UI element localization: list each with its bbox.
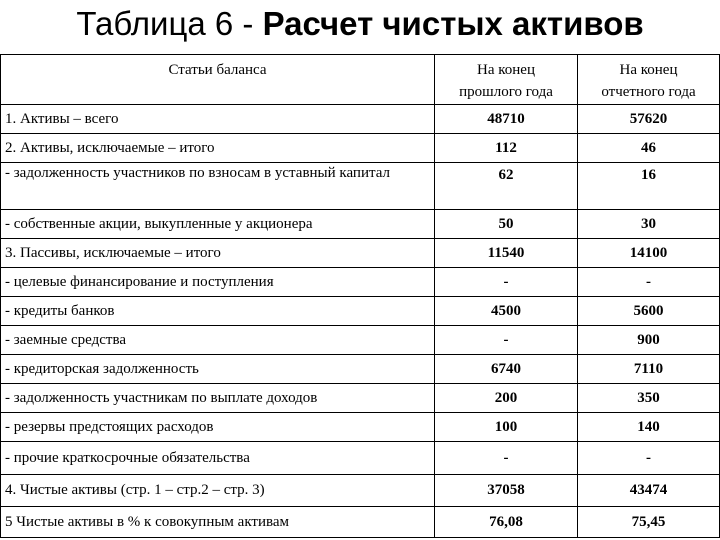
- table-row: [1, 442, 720, 475]
- row-curr-value: 75,45: [578, 507, 720, 538]
- table-row: [1, 134, 720, 163]
- row-prev-value: 200: [435, 384, 578, 413]
- row-curr-value: 14100: [578, 239, 720, 268]
- table-row: [1, 413, 720, 442]
- header-curr-year: На конец отчетного года: [578, 55, 720, 105]
- row-label: - задолженность участников по взносам в уставный капитал: [1, 163, 435, 210]
- row-curr-value: 57620: [578, 105, 720, 134]
- row-prev-value: 112: [435, 134, 578, 163]
- row-curr-value: 5600: [578, 297, 720, 326]
- row-prev-value: 76,08: [435, 507, 578, 538]
- table-row: [1, 297, 720, 326]
- table-row: [1, 355, 720, 384]
- table-row: [1, 163, 720, 210]
- row-label: 4. Чистые активы (стр. 1 – стр.2 – стр. 3): [1, 475, 435, 507]
- row-curr-value: 16: [578, 163, 720, 210]
- title-main: Расчет чистых активов: [262, 5, 644, 42]
- row-prev-value: -: [435, 442, 578, 475]
- row-prev-value: -: [435, 326, 578, 355]
- row-prev-value: 37058: [435, 475, 578, 507]
- row-prev-value: -: [435, 268, 578, 297]
- row-curr-value: 900: [578, 326, 720, 355]
- row-label: - кредиты банков: [1, 297, 435, 326]
- table-row: [1, 268, 720, 297]
- table-row: [1, 475, 720, 507]
- title-prefix: Таблица 6 -: [76, 5, 263, 42]
- row-label: - прочие краткосрочные обязательства: [1, 442, 435, 475]
- row-curr-value: 30: [578, 210, 720, 239]
- table-row: [1, 384, 720, 413]
- table-row: [1, 326, 720, 355]
- row-curr-value: -: [578, 268, 720, 297]
- row-curr-value: -: [578, 442, 720, 475]
- row-label: - резервы предстоящих расходов: [1, 413, 435, 442]
- row-prev-value: 50: [435, 210, 578, 239]
- row-prev-value: 100: [435, 413, 578, 442]
- row-prev-value: 48710: [435, 105, 578, 134]
- row-label: - задолженность участникам по выплате доходов: [1, 384, 435, 413]
- table-row: [1, 239, 720, 268]
- table-row: [1, 507, 720, 538]
- row-curr-value: 46: [578, 134, 720, 163]
- row-label: - кредиторская задолженность: [1, 355, 435, 384]
- row-prev-value: 6740: [435, 355, 578, 384]
- page-title: [0, 0, 720, 52]
- table-header-row: [1, 55, 720, 105]
- row-label: 1. Активы – всего: [1, 105, 435, 134]
- row-curr-value: 7110: [578, 355, 720, 384]
- table-row: [1, 105, 720, 134]
- row-curr-value: 140: [578, 413, 720, 442]
- row-label: - целевые финансирование и поступления: [1, 268, 435, 297]
- row-curr-value: 350: [578, 384, 720, 413]
- row-label: 3. Пассивы, исключаемые – итого: [1, 239, 435, 268]
- net-assets-table: [0, 54, 720, 538]
- row-prev-value: 62: [435, 163, 578, 210]
- row-label: - заемные средства: [1, 326, 435, 355]
- table-row: [1, 210, 720, 239]
- row-curr-value: 43474: [578, 475, 720, 507]
- row-label: - собственные акции, выкупленные у акционера: [1, 210, 435, 239]
- header-item: Статьи баланса: [1, 55, 435, 105]
- row-label: 2. Активы, исключаемые – итого: [1, 134, 435, 163]
- row-prev-value: 4500: [435, 297, 578, 326]
- header-prev-year: На конец прошлого года: [435, 55, 578, 105]
- row-prev-value: 11540: [435, 239, 578, 268]
- row-label: 5 Чистые активы в % к совокупным активам: [1, 507, 435, 538]
